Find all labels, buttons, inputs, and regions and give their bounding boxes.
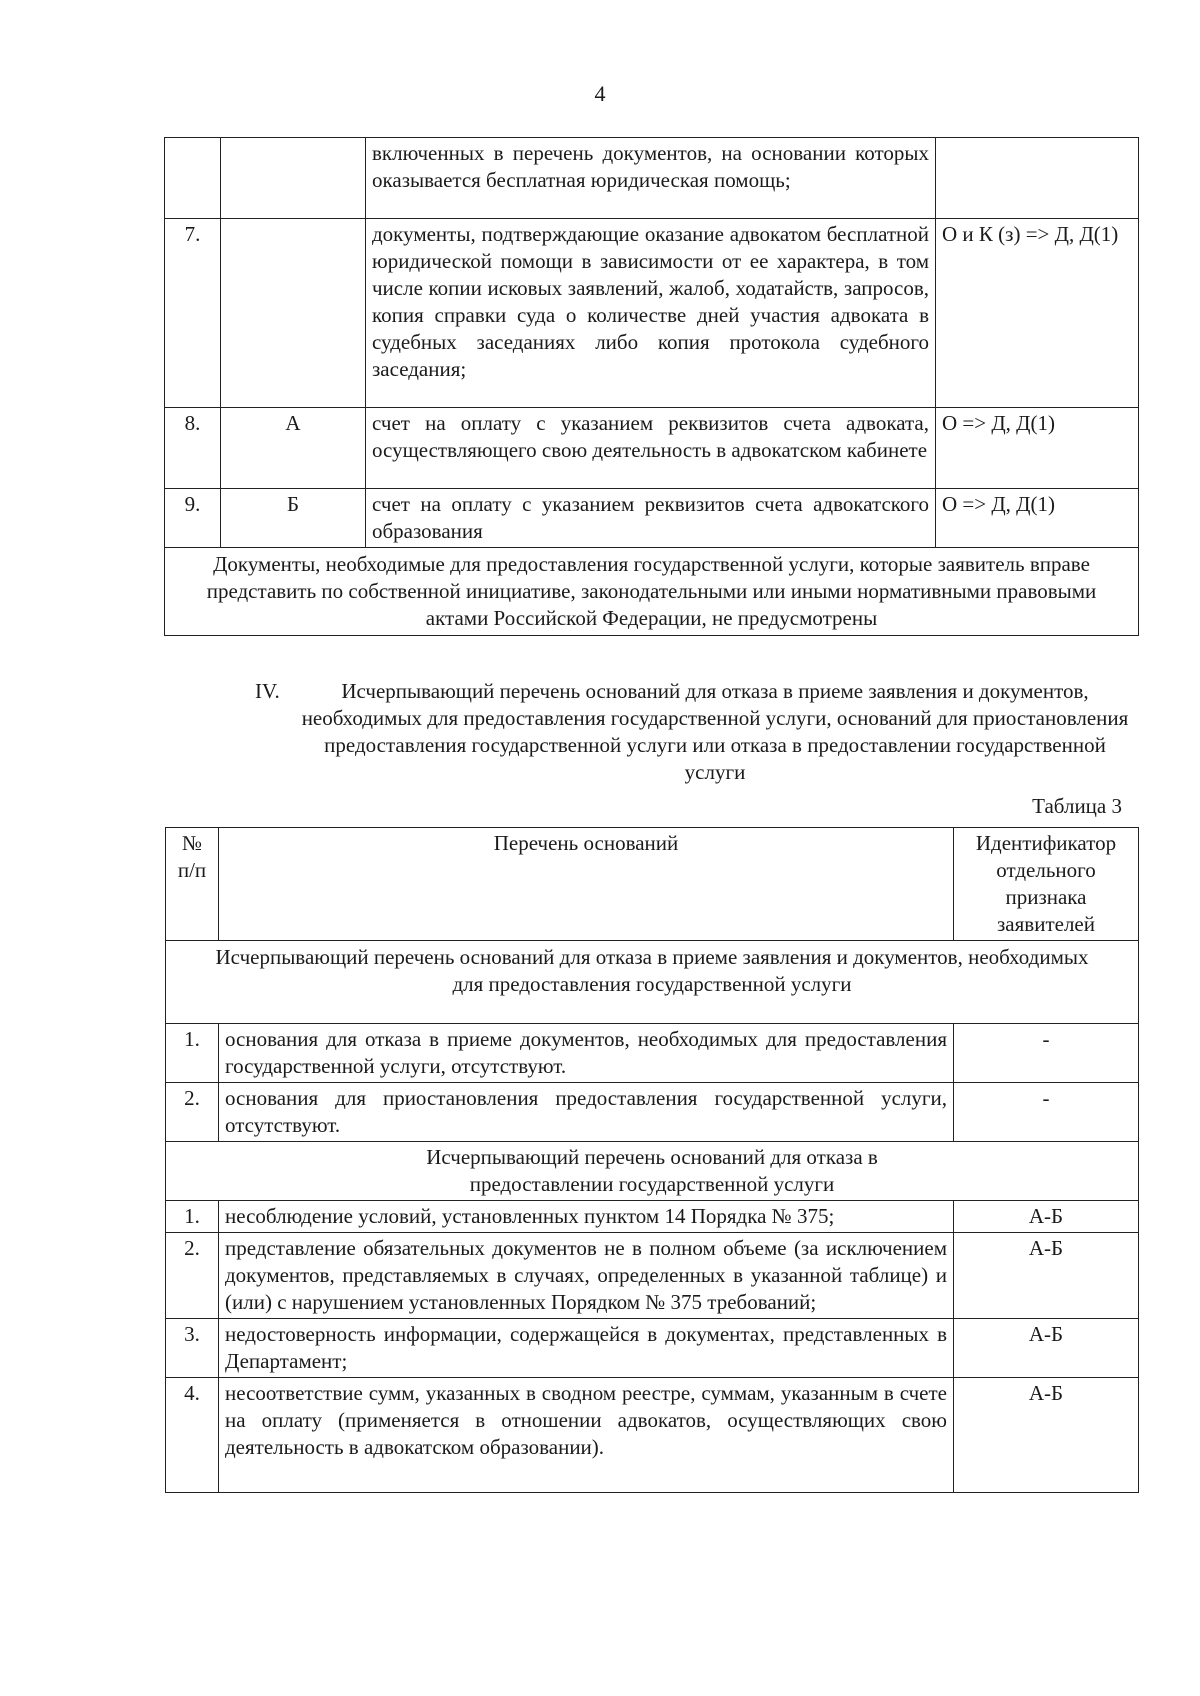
table-row	[165, 219, 1139, 408]
header-number: № п/п	[166, 828, 219, 941]
row-sign	[221, 219, 366, 408]
table-row	[166, 1378, 1139, 1493]
table-row	[165, 138, 1139, 219]
row-number: 2.	[166, 1083, 219, 1142]
row-text: счет на оплату с указанием реквизитов счета адвоката, осуществляющего свою деятельность в адвокатском кабинете	[366, 408, 936, 489]
row-text: документы, подтверждающие оказание адвокатом бесплатной юридической помощи в зависимости от ее характера, в том числе копии исковых заявлений, жалоб, ходатайств, запросов, копия справки суда о количестве дней участия адвоката в судебных заседаниях либо копия протокола судебного заседания;	[366, 219, 936, 408]
row-identifier: А-Б	[954, 1201, 1139, 1233]
row-procedure: О и К (з) => Д, Д(1)	[936, 219, 1139, 408]
table-footer-note: Документы, необходимые для предоставления государственной услуги, которые заявитель вправе представить по собственной инициативе, законодательными или иными нормативными правовыми актами Российской Федерации, не предусмотрены	[165, 548, 1139, 636]
table-row	[165, 489, 1139, 548]
section-title: Исчерпывающий перечень оснований для отказа в приеме заявления и документов, необходимых для предоставления государственной услуги, оснований для приостановления предоставления государственной услуги или отказа в предоставлении государственной услуги	[301, 679, 1129, 784]
group-title-row	[166, 941, 1139, 1024]
row-identifier: -	[954, 1083, 1139, 1142]
row-number: 4.	[166, 1378, 219, 1493]
row-procedure: О => Д, Д(1)	[936, 489, 1139, 548]
row-text: основания для отказа в приеме документов, необходимых для предоставления государственной услуги, отсутствуют.	[219, 1024, 954, 1083]
section-heading	[255, 678, 1135, 786]
row-number: 9.	[165, 489, 221, 548]
table-footer-row	[165, 548, 1139, 636]
header-list: Перечень оснований	[219, 828, 954, 941]
table-row	[166, 1319, 1139, 1378]
page-number: 4	[594, 81, 606, 106]
row-text: основания для приостановления предоставления государственной услуги, отсутствуют.	[219, 1083, 954, 1142]
row-number: 7.	[165, 219, 221, 408]
group-title: Исчерпывающий перечень оснований для отказа в предоставлении государственной услуги	[166, 1142, 1139, 1201]
row-procedure: О => Д, Д(1)	[936, 408, 1139, 489]
row-text: несоблюдение условий, установленных пунктом 14 Порядка № 375;	[219, 1201, 954, 1233]
row-number	[165, 138, 221, 219]
row-identifier: А-Б	[954, 1233, 1139, 1319]
documents-table-continued	[164, 137, 1139, 636]
table-row	[166, 1083, 1139, 1142]
row-sign: А	[221, 408, 366, 489]
header-identifier: Идентификатор отдельного признака заявителей	[954, 828, 1139, 941]
row-sign	[221, 138, 366, 219]
row-identifier: А-Б	[954, 1319, 1139, 1378]
row-text: счет на оплату с указанием реквизитов счета адвокатского образования	[366, 489, 936, 548]
group-title: Исчерпывающий перечень оснований для отказа в приеме заявления и документов, необходимых для предоставления государственной услуги	[166, 941, 1139, 1024]
row-sign: Б	[221, 489, 366, 548]
row-identifier: -	[954, 1024, 1139, 1083]
row-text: недостоверность информации, содержащейся в документах, представленных в Департамент;	[219, 1319, 954, 1378]
table-row	[166, 1201, 1139, 1233]
table-row	[166, 1233, 1139, 1319]
row-number: 8.	[165, 408, 221, 489]
row-number: 2.	[166, 1233, 219, 1319]
row-number: 3.	[166, 1319, 219, 1378]
row-text: несоответствие сумм, указанных в сводном реестре, суммам, указанным в счете на оплату (применяется в отношении адвокатов, осуществляющих свою деятельность в адвокатском образовании).	[219, 1378, 954, 1493]
table-row	[165, 408, 1139, 489]
row-number: 1.	[166, 1024, 219, 1083]
table-header-row	[166, 828, 1139, 941]
row-identifier: А-Б	[954, 1378, 1139, 1493]
section-number: IV.	[255, 679, 280, 703]
table-row	[166, 1024, 1139, 1083]
grounds-table	[165, 827, 1139, 1493]
row-number: 1.	[166, 1201, 219, 1233]
group-title-row	[166, 1142, 1139, 1201]
row-text: включенных в перечень документов, на основании которых оказывается бесплатная юридическая помощь;	[366, 138, 936, 219]
table-caption: Таблица 3	[1032, 794, 1122, 818]
row-procedure	[936, 138, 1139, 219]
row-text: представление обязательных документов не в полном объеме (за исключением документов, представляемых в случаях, определенных в указанной таблице) и (или) с нарушением установленных Порядком № 375 требований;	[219, 1233, 954, 1319]
